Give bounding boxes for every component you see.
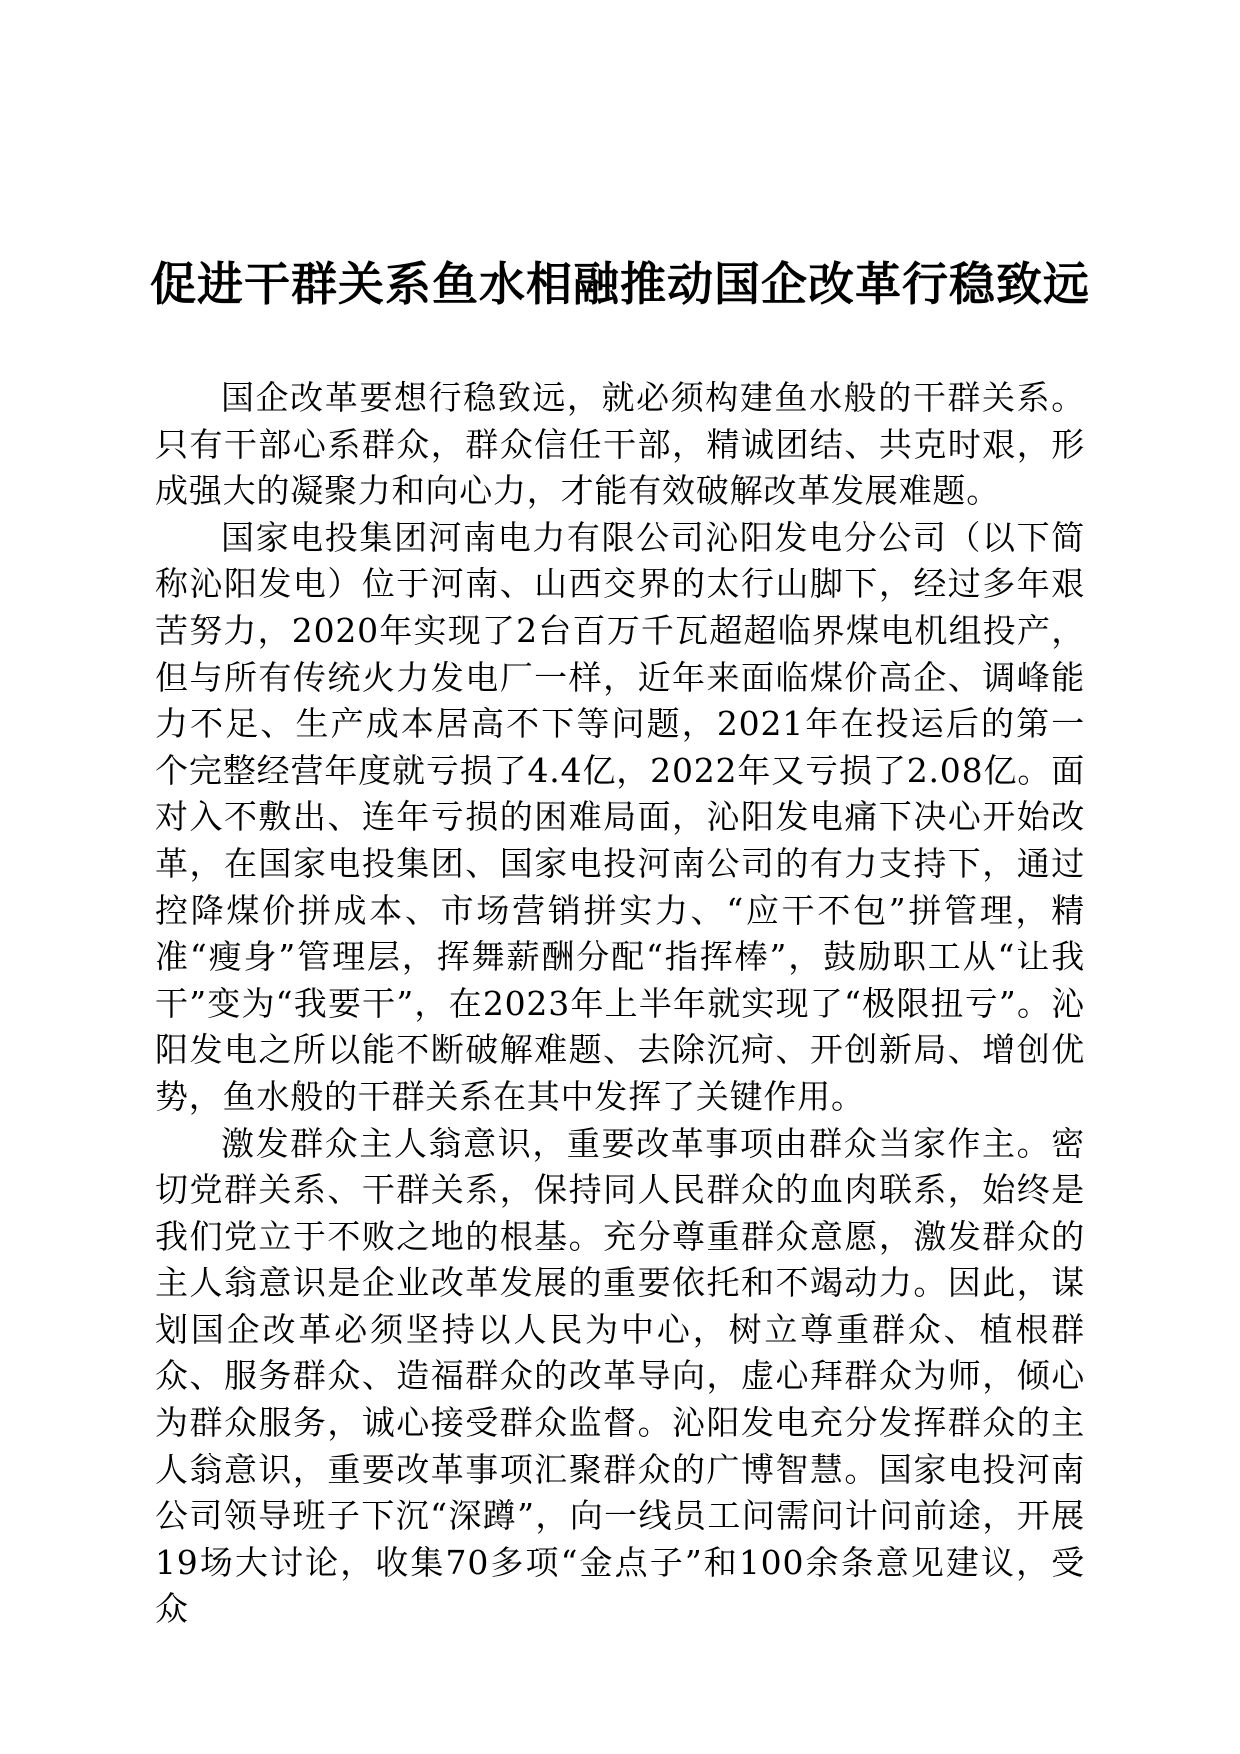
paragraph-background: 国家电投集团河南电力有限公司沁阳发电分公司（以下简称沁阳发电）位于河南、山西交界的太行山脚下，经过多年艰苦努力，2020年实现了2台百万千瓦超超临界煤电机组投产，但与所有传统火力发电厂一样，近年来面临煤价高企、调峰能力不足、生产成本居高不下等问题，2021年在投运后的第一个完整经营年度就亏损了4.4亿，2022年又亏损了2.08亿。面对入不敷出、连年亏损的困难局面，沁阳发电痛下决心开始改革，在国家电投集团、国家电投河南公司的有力支持下，通过控降煤价拼成本、市场营销拼实力、“应干不包”拼管理，精准“瘦身”管理层，挥舞薪酬分配“指挥棒”，鼓励职工从“让我干”变为“我要干”，在2023年上半年就实现了“极限扭亏”。沁阳发电之所以能不断破解难题、去除沉疴、开创新局、增创优势，鱼水般的干群关系在其中发挥了关键作用。 xyxy=(155,517,1085,1116)
document-body xyxy=(155,375,1085,1633)
paragraph-ownership: 激发群众主人翁意识，重要改革事项由群众当家作主。密切党群关系、干群关系，保持同人民群众的血肉联系，始终是我们党立于不败之地的根基。充分尊重群众意愿，激发群众的主人翁意识是企业改革发展的重要依托和不竭动力。因此，谋划国企改革必须坚持以人民为中心，树立尊重群众、植根群众、服务群众、造福群众的改革导向，虚心拜群众为师，倾心为群众服务，诚心接受群众监督。沁阳发电充分发挥群众的主人翁意识，重要改革事项汇聚群众的广博智慧。国家电投河南公司领导班子下沉“深蹲”，向一线员工问需问计问前途，开展19场大讨论，收集70多项“金点子”和100余条意见建议，受众 xyxy=(155,1123,1085,1629)
paragraph-intro: 国企改革要想行稳致远，就必须构建鱼水般的干群关系。只有干部心系群众，群众信任干部，精诚团结、共克时艰，形成强大的凝聚力和向心力，才能有效破解改革发展难题。 xyxy=(155,378,1085,511)
document-title: 促进干群关系鱼水相融推动国企改革行稳致远 xyxy=(150,257,1090,311)
